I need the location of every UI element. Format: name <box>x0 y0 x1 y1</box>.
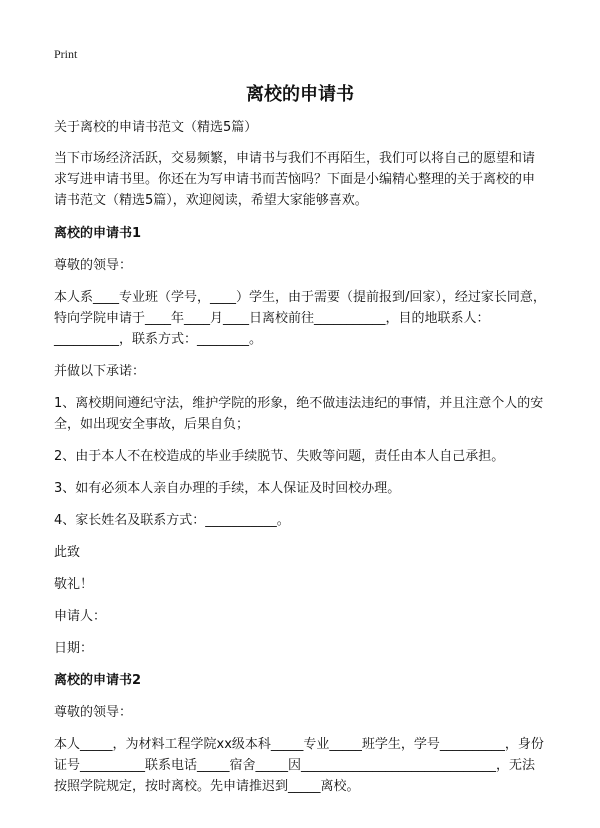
commitment-item-4: 4、家长姓名及联系方式：___________。 <box>54 513 290 528</box>
section1-paragraph: 本人系____专业班（学号，____）学生，由于需要（提前报到/回家），经过家长同意，特向学院申请于____年____月____日离校前往___________，目的地联系人：__________，联系方式：________。 <box>54 290 546 347</box>
commitment-item-3: 3、如有必须本人亲自办理的手续，本人保证及时回校办理。 <box>54 481 401 496</box>
document-subtitle: 关于离校的申请书范文（精选5篇） <box>54 120 258 135</box>
applicant-line: 申请人： <box>54 609 107 624</box>
date-line: 日期： <box>54 641 94 656</box>
section1-heading: 离校的申请书1 <box>54 226 142 241</box>
print-link[interactable]: Print <box>54 47 78 61</box>
section1-greeting: 尊敬的领导： <box>54 258 133 273</box>
commitment-item-1: 1、离校期间遵纪守法，维护学院的形象，绝不做违法违纪的事情，并且注意个人的安全，如出现安全事故，后果自负； <box>54 396 544 432</box>
section2-paragraph: 本人_____，为材料工程学院xx级本科_____专业_____班学生，学号__________，身份证号__________联系电话_____宿舍_____因______________________________，无法按照学院规定，按时离校。先申请推迟到_____离校。 <box>54 737 544 794</box>
section2-heading: 离校的申请书2 <box>54 673 142 688</box>
intro-paragraph: 当下市场经济活跃，交易频繁，申请书与我们不再陌生，我们可以将自己的愿望和请求写进申请书里。你还在为写申请书而苦恼吗？下面是小编精心整理的关于离校的申请书范文（精选5篇），欢迎阅读，希望大家能够喜欢。 <box>54 151 536 208</box>
section2-greeting: 尊敬的领导： <box>54 705 133 720</box>
commitment-intro: 并做以下承诺： <box>54 364 146 379</box>
closing-line-2: 敬礼！ <box>54 577 94 592</box>
page-title: 离校的申请书 <box>246 84 354 105</box>
commitment-item-2: 2、由于本人不在校造成的毕业手续脱节、失败等问题，责任由本人自己承担。 <box>54 449 505 464</box>
closing-line-1: 此致 <box>54 545 81 560</box>
document-body <box>54 117 546 808</box>
